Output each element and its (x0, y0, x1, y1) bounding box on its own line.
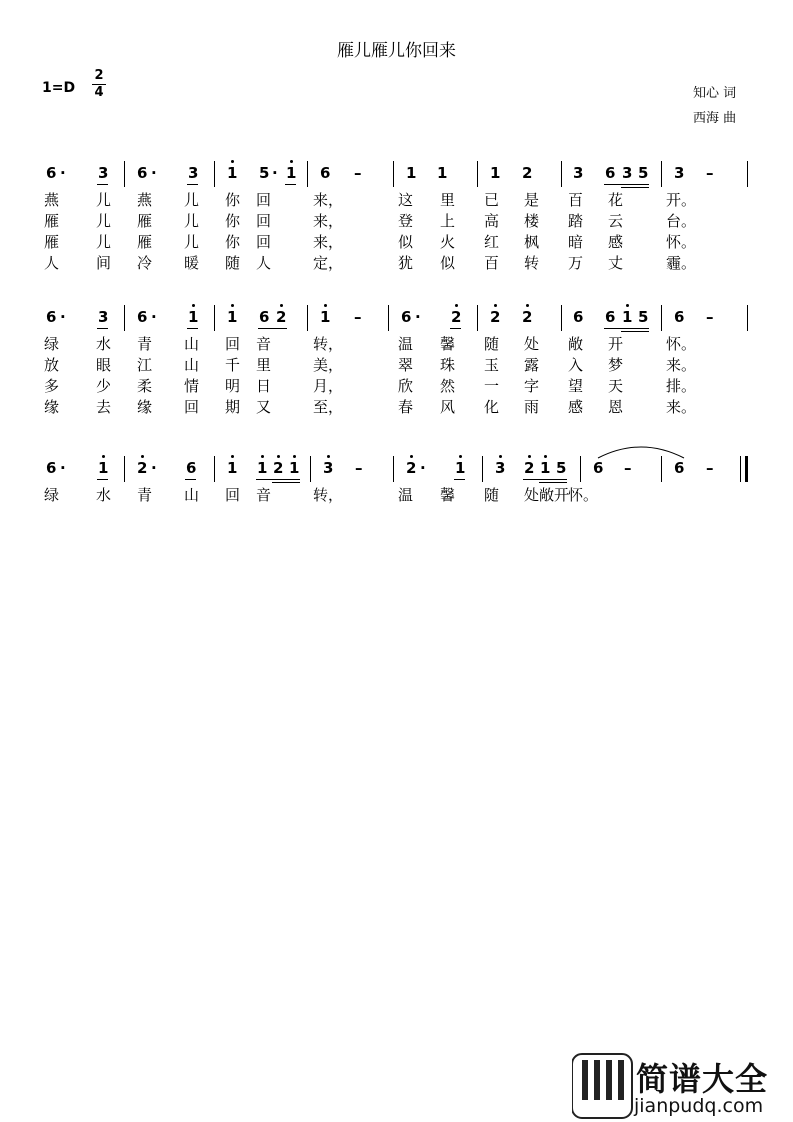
lyric-syllable: 似 (440, 254, 456, 272)
bar-line (310, 456, 311, 482)
lyric-syllable: 雁 (44, 233, 60, 251)
lyric-syllable: 儿 (184, 212, 200, 230)
lyric-syllable: 似 (398, 233, 414, 251)
lyric-syllable: 雨 (524, 398, 540, 416)
lyric-syllable: 定， (313, 254, 344, 272)
lyric-syllable: 入 (568, 356, 584, 374)
bar-line (561, 161, 562, 187)
lyric-syllable: 你 (225, 233, 241, 251)
lyric-syllable: 处敞开 (524, 486, 570, 504)
dash: – (624, 459, 632, 477)
lyric-syllable: 台。 (666, 212, 697, 230)
note: 3 (495, 458, 505, 478)
bar-line (393, 161, 394, 187)
lyric-syllable: 玉 (484, 356, 500, 374)
lyric-syllable: 是 (524, 191, 540, 209)
note: 3 (323, 458, 333, 478)
note: 2 (524, 458, 534, 478)
lyric-syllable: 至， (313, 398, 344, 416)
lyric-syllable: 随 (484, 335, 500, 353)
lyric-syllable: 燕 (137, 191, 153, 209)
note: 1 (286, 163, 296, 183)
lyric-syllable: 处 (524, 335, 540, 353)
lyric-syllable: 又 (256, 398, 272, 416)
lyric-syllable: 登 (398, 212, 414, 230)
lyric-syllable: 儿 (96, 191, 112, 209)
note: 6 (593, 459, 604, 477)
lyric-syllable: 去 (96, 398, 112, 416)
lyric-syllable: 青 (137, 335, 153, 353)
dash: – (706, 164, 714, 182)
lyric-syllable: 水 (96, 335, 112, 353)
lyric-syllable: 柔 (137, 377, 153, 395)
lyric-syllable: 里 (256, 356, 272, 374)
lyric-syllable: 转， (313, 486, 344, 504)
time-signature (92, 69, 106, 100)
final-bar-thick (745, 456, 748, 482)
lyric-syllable: 间 (96, 254, 112, 272)
note: 1 (257, 458, 267, 478)
dash: – (706, 308, 714, 326)
bar-line (661, 161, 662, 187)
lyric-syllable: 枫 (524, 233, 540, 251)
lyric-syllable: 开。 (666, 191, 697, 209)
lyric-syllable: 开 (608, 335, 624, 353)
lyric-syllable: 春 (398, 398, 414, 416)
note: 6 (320, 164, 331, 182)
lyric-syllable: 儿 (184, 191, 200, 209)
lyric-syllable: 然 (440, 377, 456, 395)
note: 6 (605, 164, 616, 182)
watermark-url: jianpudq.com (634, 1095, 764, 1117)
lyric-syllable: 缘 (44, 398, 60, 416)
note: 5 (638, 164, 649, 182)
note: 6 (137, 164, 148, 182)
lyric-syllable: 里 (440, 191, 456, 209)
lyric-syllable: 恩 (608, 398, 624, 416)
note: 6 (674, 308, 685, 326)
dash: – (355, 459, 363, 477)
lyric-syllable: 多 (44, 377, 60, 395)
lyric-syllable: 少 (96, 377, 112, 395)
lyric-syllable: 你 (225, 212, 241, 230)
lyric-syllable: 山 (184, 356, 200, 374)
bar-line (388, 305, 389, 331)
lyric-syllable: 期 (225, 398, 241, 416)
lyric-syllable: 霾。 (666, 254, 697, 272)
note: 3 (573, 164, 584, 182)
bar-line (747, 305, 748, 331)
lyric-syllable: 翠 (398, 356, 414, 374)
final-bar-thin (740, 456, 741, 482)
lyric-syllable: 儿 (96, 233, 112, 251)
dot-mark: · (60, 164, 66, 182)
lyric-syllable: 千 (225, 356, 241, 374)
lyric-syllable: 温 (398, 335, 414, 353)
lyric-syllable: 化 (484, 398, 500, 416)
lyric-syllable: 来， (313, 212, 344, 230)
lyric-syllable: 馨 (440, 335, 456, 353)
lyric-syllable: 花 (608, 191, 624, 209)
lyric-syllable: 来。 (666, 398, 697, 416)
lyric-syllable: 儿 (96, 212, 112, 230)
lyric-syllable: 来。 (666, 356, 697, 374)
lyric-syllable: 珠 (440, 356, 456, 374)
note: 1 (98, 458, 108, 478)
note: 1 (227, 307, 237, 327)
bar-line (214, 305, 215, 331)
lyric-syllable: 月， (313, 377, 344, 395)
note: 6 (259, 308, 270, 326)
tie-slur (596, 442, 686, 462)
note: 5 (556, 459, 567, 477)
note: 2 (276, 307, 286, 327)
lyric-syllable: 山 (184, 486, 200, 504)
lyric-syllable: 万 (568, 254, 584, 272)
lyric-syllable: 人 (44, 254, 60, 272)
bar-line (214, 161, 215, 187)
bar-line (307, 305, 308, 331)
note: 6 (674, 459, 685, 477)
lyric-syllable: 欣 (398, 377, 414, 395)
lyric-syllable: 美， (313, 356, 344, 374)
lyric-syllable: 一 (484, 377, 500, 395)
lyric-syllable: 随 (225, 254, 241, 272)
lyric-syllable: 回 (256, 212, 272, 230)
bar-line (482, 456, 483, 482)
lyric-syllable: 火 (440, 233, 456, 251)
lyric-syllable: 缘 (137, 398, 153, 416)
lyric-syllable: 云 (608, 212, 624, 230)
lyric-syllable: 回 (225, 335, 241, 353)
note: 1 (622, 307, 632, 327)
dash: – (354, 308, 362, 326)
lyric-syllable: 儿 (184, 233, 200, 251)
lyric-syllable: 转， (313, 335, 344, 353)
lyric-syllable: 百 (568, 191, 584, 209)
note: 2 (137, 458, 147, 478)
lyric-syllable: 踏 (568, 212, 584, 230)
note: 6 (46, 459, 57, 477)
bar-line (124, 456, 125, 482)
lyric-syllable: 露 (524, 356, 540, 374)
bar-line (393, 456, 394, 482)
bar-line (580, 456, 581, 482)
lyric-syllable: 百 (484, 254, 500, 272)
bar-line (124, 161, 125, 187)
note: 3 (188, 164, 199, 182)
bar-line (661, 305, 662, 331)
note: 1 (540, 458, 550, 478)
note: 6 (137, 308, 148, 326)
lyric-syllable: 排。 (666, 377, 697, 395)
lyric-syllable: 馨 (440, 486, 456, 504)
dash: – (354, 164, 362, 182)
note: 1 (289, 458, 299, 478)
lyric-syllable: 雁 (137, 212, 153, 230)
watermark-name: 简谱大全 (636, 1060, 769, 1098)
meter-bottom: 4 (94, 85, 104, 100)
note: 1 (320, 307, 330, 327)
note: 2 (273, 458, 283, 478)
lyric-syllable: 日 (256, 377, 272, 395)
lyric-syllable: 回 (184, 398, 200, 416)
lyric-syllable: 雁 (137, 233, 153, 251)
dot-mark: · (151, 459, 157, 477)
bar-line (214, 456, 215, 482)
lyric-syllable: 转 (524, 254, 540, 272)
note: 1 (437, 164, 448, 182)
lyric-syllable: 怀。 (666, 335, 697, 353)
lyric-syllable: 来， (313, 233, 344, 251)
note: 6 (401, 308, 412, 326)
dot-mark: · (60, 459, 66, 477)
note: 1 (406, 164, 417, 182)
note: 3 (674, 164, 685, 182)
lyric-syllable: 高 (484, 212, 500, 230)
dot-mark: · (272, 164, 278, 182)
note: 6 (186, 459, 197, 477)
lyric-syllable: 犹 (398, 254, 414, 272)
note: 6 (573, 308, 584, 326)
lyric-syllable: 温 (398, 486, 414, 504)
lyric-syllable: 红 (484, 233, 500, 251)
bar-line (124, 305, 125, 331)
lyric-syllable: 情 (184, 377, 200, 395)
composer-credit: 西海 曲 (693, 111, 737, 126)
lyric-syllable: 上 (440, 212, 456, 230)
lyric-syllable: 绿 (44, 335, 60, 353)
bar-line (477, 161, 478, 187)
note: 6 (46, 164, 57, 182)
bar-line (561, 305, 562, 331)
lyric-syllable: 放 (44, 356, 60, 374)
lyric-syllable: 眼 (96, 356, 112, 374)
lyric-syllable: 燕 (44, 191, 60, 209)
note: 5 (259, 164, 270, 182)
bar-line (477, 305, 478, 331)
lyric-syllable: 字 (524, 377, 540, 395)
lyric-syllable: 雁 (44, 212, 60, 230)
lyric-syllable: 你 (225, 191, 241, 209)
note: 6 (46, 308, 57, 326)
lyric-syllable: 敞 (568, 335, 584, 353)
dot-mark: · (151, 308, 157, 326)
lyric-syllable: 梦 (608, 356, 624, 374)
note: 2 (451, 307, 461, 327)
lyricist-credit: 知心 词 (693, 86, 737, 101)
note: 6 (605, 308, 616, 326)
note: 1 (490, 164, 501, 182)
note: 1 (188, 307, 198, 327)
note: 1 (455, 458, 465, 478)
note: 2 (406, 458, 416, 478)
lyric-syllable: 音 (256, 486, 272, 504)
lyric-syllable: 山 (184, 335, 200, 353)
lyric-syllable: 暖 (184, 254, 200, 272)
lyric-syllable: 怀。 (666, 233, 697, 251)
note: 2 (522, 164, 533, 182)
note: 3 (622, 164, 633, 182)
lyric-syllable: 音 (256, 335, 272, 353)
lyric-syllable: 望 (568, 377, 584, 395)
note: 1 (227, 458, 237, 478)
lyric-syllable: 感 (608, 233, 624, 251)
lyric-syllable: 这 (398, 191, 414, 209)
lyric-syllable: 丈 (608, 254, 624, 272)
lyric-syllable: 感 (568, 398, 584, 416)
lyric-syllable: 冷 (137, 254, 153, 272)
lyric-syllable: 水 (96, 486, 112, 504)
lyric-syllable: 人 (256, 254, 272, 272)
note: 3 (98, 164, 109, 182)
lyric-syllable: 天 (608, 377, 624, 395)
meter-top: 2 (94, 68, 104, 83)
lyric-syllable: 暗 (568, 233, 584, 251)
lyric-syllable: 绿 (44, 486, 60, 504)
dot-mark: · (60, 308, 66, 326)
lyric-syllable: 回 (225, 486, 241, 504)
note: 5 (638, 308, 649, 326)
lyric-syllable: 已 (484, 191, 500, 209)
song-title: 雁儿雁儿你回来 (337, 41, 456, 61)
lyric-syllable: 青 (137, 486, 153, 504)
bar-line (747, 161, 748, 187)
lyric-syllable: 来， (313, 191, 344, 209)
dot-mark: · (420, 459, 426, 477)
lyric-syllable: 明 (225, 377, 241, 395)
note: 2 (522, 307, 532, 327)
lyric-syllable: 回 (256, 191, 272, 209)
key-signature: 1=D (42, 80, 76, 96)
note: 1 (227, 163, 237, 183)
note: 2 (490, 307, 500, 327)
lyric-syllable: 怀。 (568, 486, 599, 504)
bar-line (307, 161, 308, 187)
dot-mark: · (415, 308, 421, 326)
lyric-syllable: 楼 (524, 212, 540, 230)
lyric-syllable: 江 (137, 356, 153, 374)
lyric-syllable: 随 (484, 486, 500, 504)
lyric-syllable: 风 (440, 398, 456, 416)
lyric-syllable: 回 (256, 233, 272, 251)
dash: – (706, 459, 714, 477)
dot-mark: · (151, 164, 157, 182)
note: 3 (98, 308, 109, 326)
